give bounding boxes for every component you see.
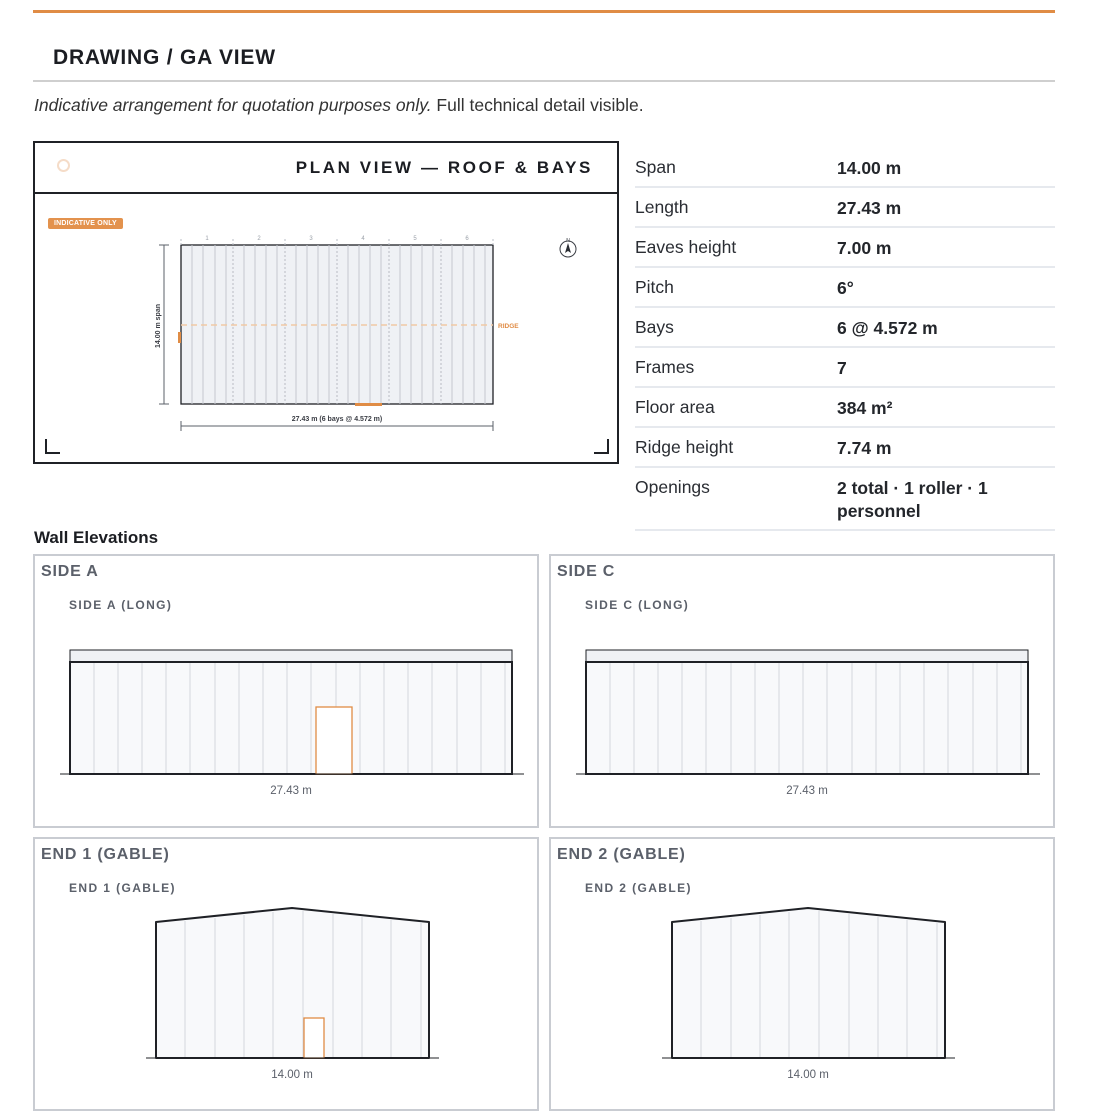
svg-text:4: 4 bbox=[361, 236, 365, 242]
length-dimension-label: 27.43 m (6 bays @ 4.572 m) bbox=[291, 416, 383, 423]
svg-text:6: 6 bbox=[465, 236, 469, 242]
indicative-only-badge: INDICATIVE ONLY bbox=[48, 218, 123, 229]
subtitle-note: Full technical detail visible. bbox=[431, 95, 644, 115]
elevation-panel-end-2 bbox=[549, 837, 1055, 1111]
spec-row-frames: Frames 7 bbox=[635, 348, 1055, 388]
width-dimension-label: 14.00 m bbox=[271, 1069, 313, 1081]
panel-subtitle: SIDE A (LONG) bbox=[69, 598, 173, 612]
width-dimension-label: 27.43 m bbox=[786, 785, 828, 797]
plan-view-drawing bbox=[33, 141, 619, 464]
roller-door-marker bbox=[355, 403, 382, 406]
corner-bracket-icon bbox=[594, 439, 608, 453]
accent-top-bar bbox=[33, 10, 1055, 13]
panel-title: SIDE C bbox=[557, 563, 616, 580]
spec-row-span: Span 14.00 m bbox=[635, 148, 1055, 188]
plan-view-svg bbox=[35, 143, 621, 466]
svg-text:2: 2 bbox=[257, 236, 261, 242]
panel-subtitle: END 1 (GABLE) bbox=[69, 881, 176, 895]
title-divider bbox=[33, 80, 1055, 82]
subtitle-disclaimer: Indicative arrangement for quotation purposes only. bbox=[34, 95, 432, 115]
section-title: DRAWING / GA VIEW bbox=[53, 46, 276, 69]
spec-row-length: Length 27.43 m bbox=[635, 188, 1055, 228]
spec-row-eaves-height: Eaves height 7.00 m bbox=[635, 228, 1055, 268]
panel-subtitle: END 2 (GABLE) bbox=[585, 881, 692, 895]
panel-title: END 1 (GABLE) bbox=[41, 846, 170, 863]
door-opening bbox=[304, 1018, 324, 1058]
section-subtitle bbox=[34, 95, 644, 116]
spec-row-floor-area: Floor area 384 m² bbox=[635, 388, 1055, 428]
width-dimension-label: 27.43 m bbox=[270, 785, 312, 797]
span-dimension-label: 14.00 m span bbox=[155, 304, 162, 348]
plan-view-title: PLAN VIEW — ROOF & BAYS bbox=[295, 158, 593, 177]
spec-row-pitch: Pitch 6° bbox=[635, 268, 1055, 308]
elevation-panel-side-c bbox=[549, 554, 1055, 828]
door-opening bbox=[316, 707, 352, 774]
svg-text:1: 1 bbox=[205, 236, 209, 242]
personnel-door-marker bbox=[178, 332, 181, 343]
spec-row-openings: Openings 2 total · 1 roller · 1 personnel bbox=[635, 468, 1055, 531]
svg-text:5: 5 bbox=[413, 236, 417, 242]
width-dimension-label: 14.00 m bbox=[787, 1069, 829, 1081]
elevation-panel-side-a bbox=[33, 554, 539, 828]
elevation-panel-end-1 bbox=[33, 837, 539, 1111]
north-arrow-icon bbox=[560, 238, 576, 257]
svg-text:3: 3 bbox=[309, 236, 313, 242]
wall-elevations-heading: Wall Elevations bbox=[34, 528, 159, 547]
corner-bracket-icon bbox=[46, 439, 60, 453]
spec-row-ridge-height: Ridge height 7.74 m bbox=[635, 428, 1055, 468]
specs-table bbox=[635, 148, 1055, 531]
panel-title: SIDE A bbox=[41, 563, 99, 580]
svg-text:N: N bbox=[566, 238, 570, 244]
spec-row-bays: Bays 6 @ 4.572 m bbox=[635, 308, 1055, 348]
ridge-label: RIDGE bbox=[498, 323, 519, 330]
panel-title: END 2 (GABLE) bbox=[557, 846, 686, 863]
panel-subtitle: SIDE C (LONG) bbox=[585, 598, 690, 612]
